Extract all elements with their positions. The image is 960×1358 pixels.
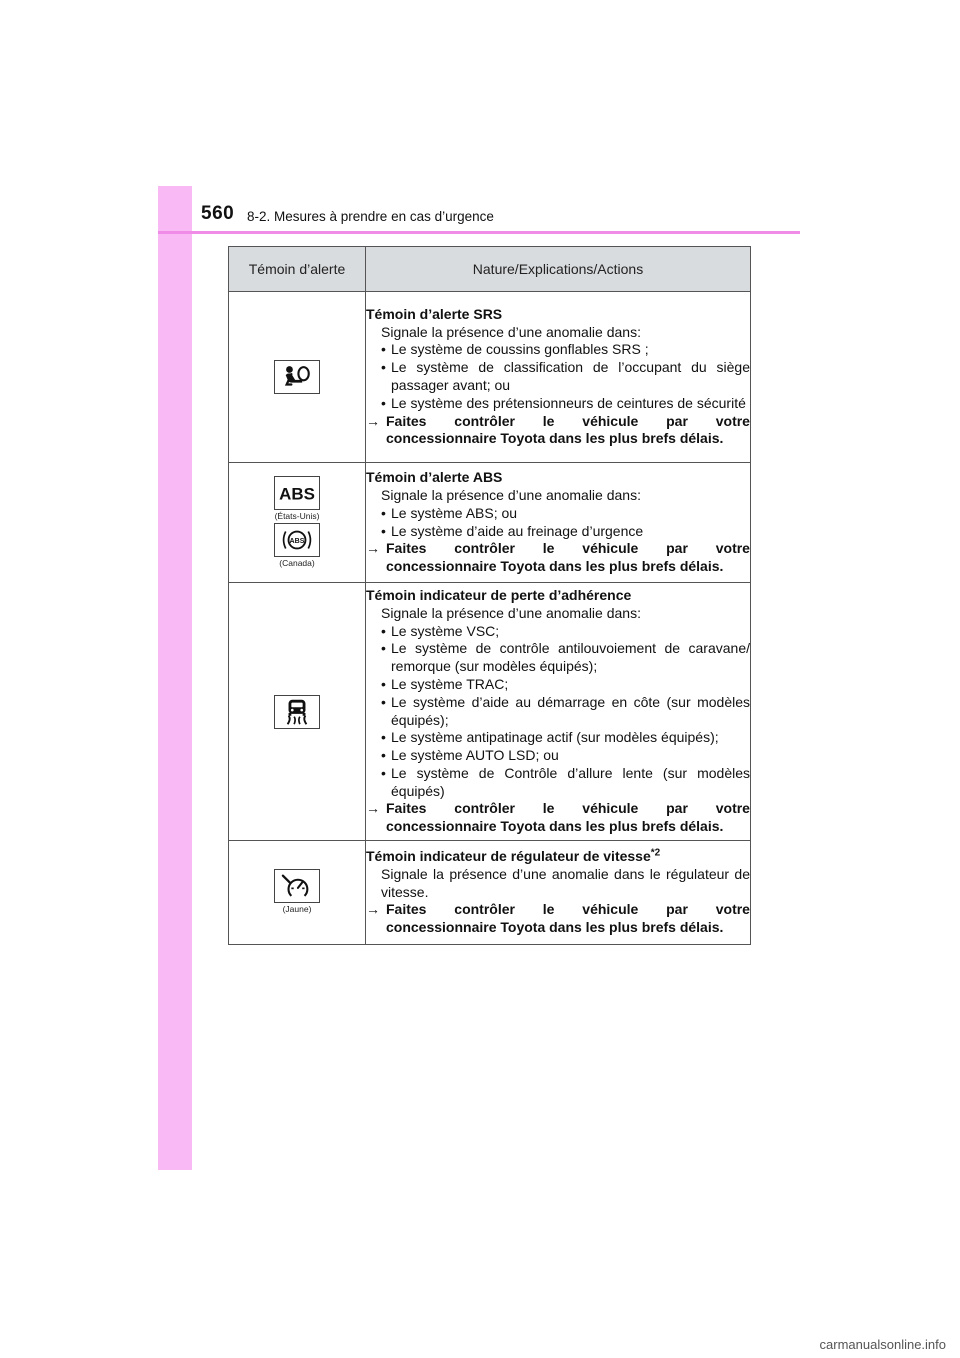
svg-text:ABS: ABS [289,537,305,545]
column-header-description: Nature/Explications/Actions [366,247,751,292]
description-cell [366,292,751,463]
list-item: • Le système antipatinage actif (sur modèles équipés); [381,729,719,746]
section-title: 8-2. Mesures à prendre en cas d’urgence [247,209,494,224]
action-instruction: → Faites contrôler le véhicule par votre concessionnaire Toyota dans les plus brefs délais. [366,901,750,936]
slip-indicator-icon [274,695,320,729]
table-row [229,841,751,945]
list-item: • Le système TRAC; [381,675,509,692]
icon-caption: (Canada) [279,557,315,568]
item-description: Signale la présence d’une anomalie dans le régulateur de vitesse. [381,865,750,900]
svg-text:ABS: ABS [279,484,315,504]
footnote-marker: *2 [650,847,661,859]
item-title: Témoin d’alerte ABS [366,469,503,486]
cruise-control-icon [274,869,320,903]
abs-warning-icon [274,476,320,510]
item-intro: Signale la présence d’une anomalie dans: [381,323,641,340]
arrow-icon: → [366,901,380,918]
icon-caption: (États-Unis) [274,510,320,521]
action-instruction: → Faites contrôler le véhicule par votre concessionnaire Toyota dans les plus brefs délais. [366,800,750,835]
description-cell [366,463,751,583]
icon-cell [229,841,366,945]
page-number: 560 [201,203,235,224]
description-cell [366,841,751,945]
table-row [229,463,751,583]
list-item: • Le système de classification de l’occupant du siège passager avant; ou [381,359,750,393]
list-item: • Le système AUTO LSD; ou [381,747,559,764]
arrow-icon: → [366,800,380,817]
airbag-warning-icon [274,360,320,394]
table-row [229,292,751,463]
item-title: Témoin indicateur de perte d’adhérence [366,586,632,603]
icon-caption: (Jaune) [282,904,312,914]
list-item: • Le système d’aide au freinage d’urgence [381,522,644,539]
warning-lights-table [228,246,751,945]
list-item: • Le système des prétensionneurs de ceintures de sécurité [381,394,746,411]
icon-cell [229,292,366,463]
action-instruction: → Faites contrôler le véhicule par votre concessionnaire Toyota dans les plus brefs délais. [366,540,750,575]
item-title: Témoin indicateur de régulateur de vitesse$^{*2}$ [366,847,661,864]
abs-warning-icon-canada [274,523,320,557]
item-intro: Signale la présence d’une anomalie dans: [381,604,641,621]
footer-watermark: carmanualsonline.info [819,1337,946,1352]
column-header-icon: Témoin d’alerte [229,247,366,292]
arrow-icon: → [366,540,380,557]
list-item: • Le système de Contrôle d’allure lente (sur modèles équipés) [381,764,750,799]
list-item: • Le système de coussins gonflables SRS ; [381,341,649,358]
item-intro: Signale la présence d’une anomalie dans: [381,486,641,503]
arrow-icon: → [366,412,380,429]
list-item: • Le système VSC; [381,622,500,639]
list-item: • Le système d’aide au démarrage en côte (sur modèles équipés); [381,693,750,728]
list-item: • Le système ABS; ou [381,504,518,521]
list-item: • Le système de contrôle antilouvoiement de caravane/ remorque (sur modèles équipés); [381,640,750,675]
item-title: Témoin d’alerte SRS [366,305,503,322]
action-instruction: → Faites contrôler le véhicule par votre concessionnaire Toyota dans les plus brefs délais. [366,412,750,447]
header-rule [158,231,800,234]
table-row [229,583,751,841]
icon-cell [229,463,366,583]
table-header-row [229,247,751,292]
description-cell [366,583,751,841]
icon-cell [229,583,366,841]
thumb-index-band [158,186,192,1170]
